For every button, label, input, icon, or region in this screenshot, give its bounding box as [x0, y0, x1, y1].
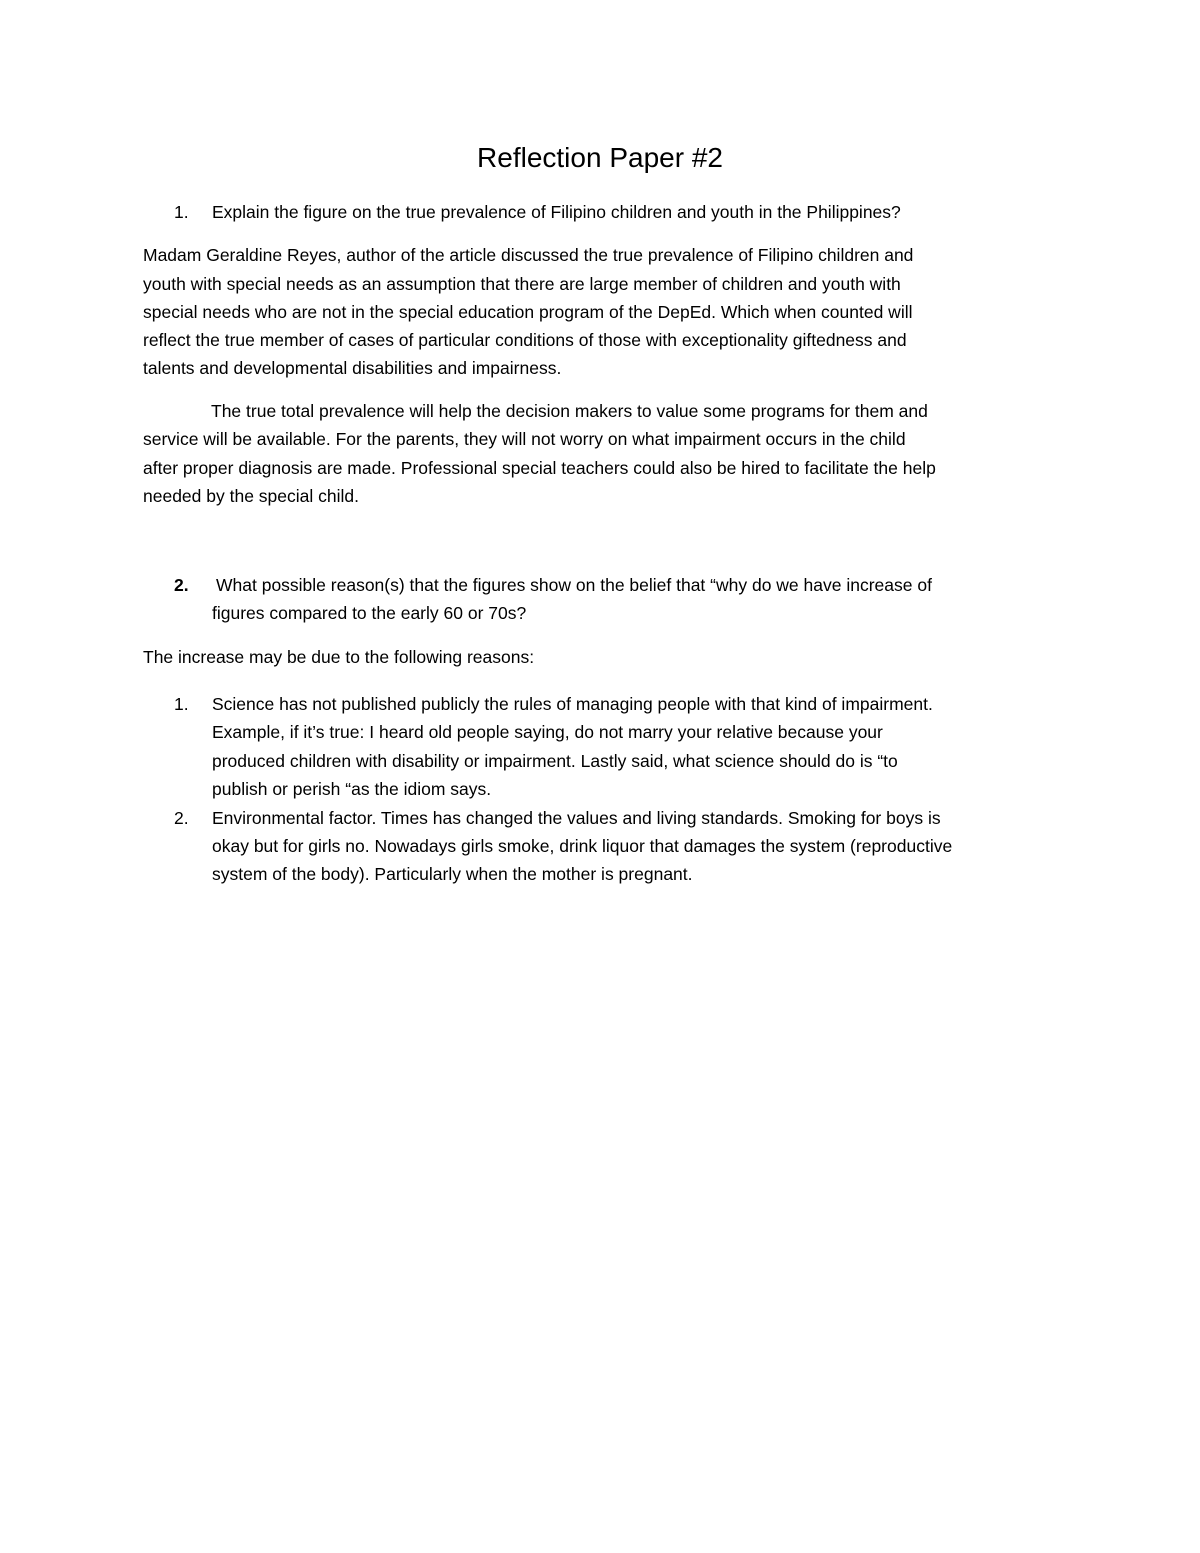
paragraph-line: needed by the special child. [143, 486, 359, 506]
paragraph-line: reflect the true member of cases of particular conditions of those with exceptionality giftedness and [143, 330, 907, 350]
paragraph-line: The true total prevalence will help the decision makers to value some programs for them and [211, 401, 928, 421]
list-item-line: Environmental factor. Times has changed the values and living standards. Smoking for boys is [212, 808, 941, 828]
list-item-line: system of the body). Particularly when the mother is pregnant. [212, 864, 693, 884]
question-1-number: 1. [174, 202, 189, 222]
list-item-number: 2. [174, 808, 189, 828]
page-title: Reflection Paper #2 [477, 142, 723, 173]
answer-2-intro: The increase may be due to the following reasons: [143, 647, 535, 667]
paragraph-line: youth with special needs as an assumption that there are large member of children and youth with [143, 274, 901, 294]
question-1-text: Explain the figure on the true prevalence of Filipino children and youth in the Philippines? [212, 202, 901, 222]
paragraph-line: Madam Geraldine Reyes, author of the article discussed the true prevalence of Filipino children and [143, 245, 914, 265]
list-item-number: 1. [174, 694, 189, 714]
paragraph-line: special needs who are not in the special education program of the DepEd. Which when counted will [143, 302, 913, 322]
list-item-line: produced children with disability or impairment. Lastly said, what science should do is “to [212, 751, 898, 771]
list-item-line: Example, if it’s true: I heard old people saying, do not marry your relative because your [212, 722, 883, 742]
question-line: figures compared to the early 60 or 70s? [212, 603, 527, 623]
paragraph-line: after proper diagnosis are made. Professional special teachers could also be hired to facilitate the help [143, 458, 936, 478]
list-item-line: publish or perish “as the idiom says. [212, 779, 492, 799]
question-line: What possible reason(s) that the figures show on the belief that “why do we have increase of [216, 575, 932, 595]
list-item-line: okay but for girls no. Nowadays girls smoke, drink liquor that damages the system (reproductive [212, 836, 953, 856]
question-2-number: 2. [174, 575, 189, 595]
paragraph-line: service will be available. For the parents, they will not worry on what impairment occurs in the child [143, 429, 906, 449]
list-item-line: Science has not published publicly the rules of managing people with that kind of impairment. [212, 694, 933, 714]
paragraph-line: talents and developmental disabilities and impairness. [143, 358, 562, 378]
